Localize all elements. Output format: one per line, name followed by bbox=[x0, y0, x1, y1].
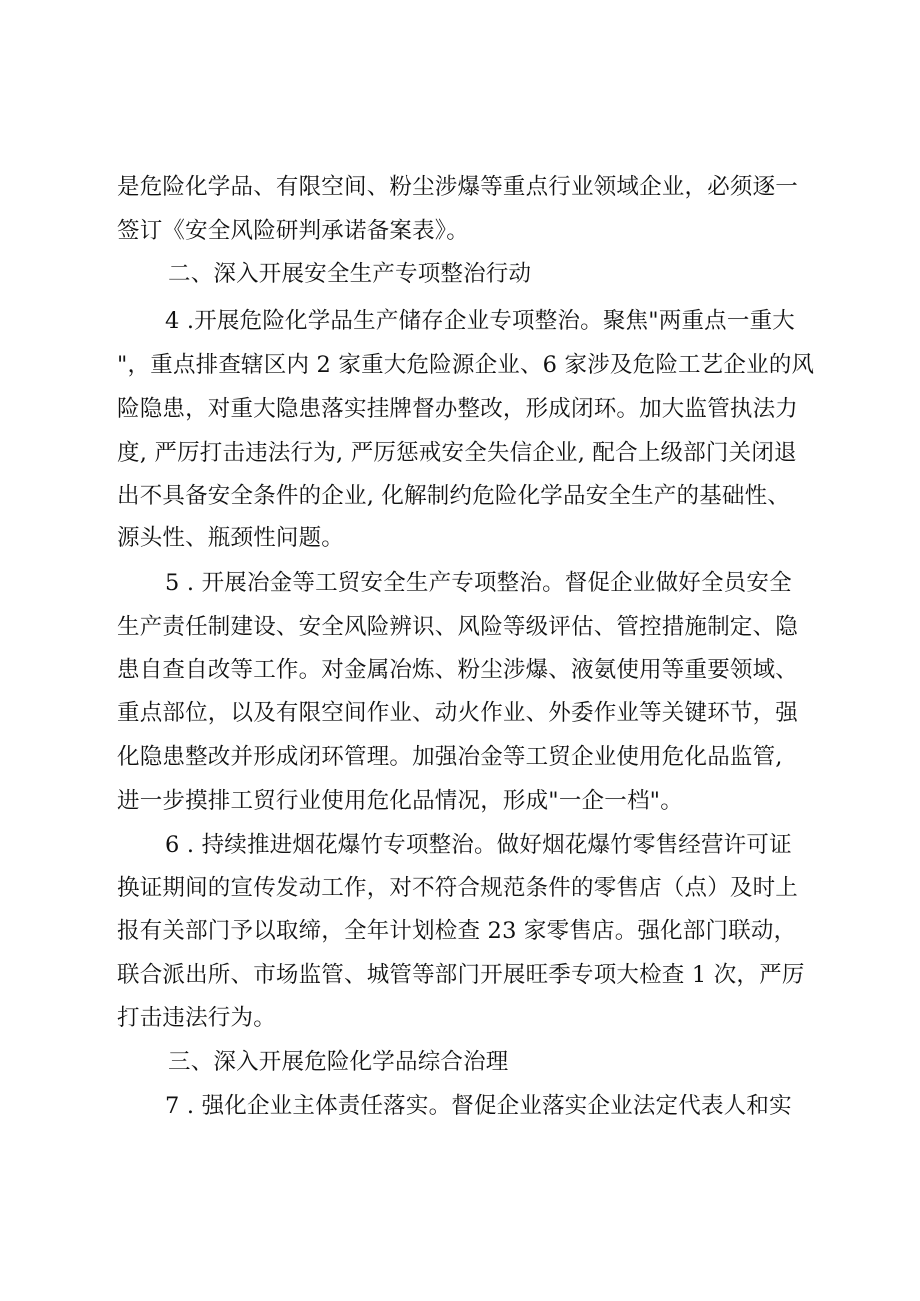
section-heading-2: 二、深入开展安全生产专项整治行动 bbox=[168, 261, 532, 287]
text-line-5: "，重点排查辖区内 2 家重大危险源企业、6 家涉及危险工艺企业的风 bbox=[117, 352, 815, 378]
text-line-20: 打击违法行为。 bbox=[117, 1005, 276, 1031]
text-line-12: 患自查自改等工作。对金属冶炼、粉尘涉爆、液氨使用等重要领域、 bbox=[117, 657, 799, 683]
text-line-14: 化隐患整改并形成闭环管理。加强冶金等工贸企业使用危化品监管, bbox=[117, 744, 783, 770]
text-line-1: 是危险化学品、有限空间、粉尘涉爆等重点行业领域企业，必须逐一 bbox=[117, 174, 799, 200]
text-line-8: 出不具备安全条件的企业, 化解制约危险化学品安全生产的基础性、 bbox=[117, 483, 791, 509]
text-line-18: 报有关部门予以取缔，全年计划检查 23 家零售店。强化部门联动， bbox=[117, 918, 797, 944]
text-line-13: 重点部位，以及有限空间作业、动火作业、外委作业等关键环节，强 bbox=[117, 700, 799, 726]
text-line-11: 生产责任制建设、安全风险辨识、风险等级评估、管控措施制定、隐 bbox=[117, 614, 799, 640]
item-7-first-line: 7 . 强化企业主体责任落实。督促企业落实企业法定代表人和实 bbox=[165, 1093, 792, 1119]
text-line-17: 换证期间的宣传发动工作，对不符合规范条件的零售店（点）及时上 bbox=[117, 875, 799, 901]
text-line-15: 进一步摸排工贸行业使用危化品情况，形成"一企一档"。 bbox=[117, 788, 683, 814]
item-4-first-line: 4 .开展危险化学品生产储存企业专项整治。聚焦"两重点一重大 bbox=[165, 308, 795, 334]
text-line-9: 源头性、瓶颈性问题。 bbox=[117, 525, 345, 551]
text-line-2: 签订《安全风险研判承诺备案表》。 bbox=[117, 218, 469, 244]
section-heading-3: 三、深入开展危险化学品综合治理 bbox=[168, 1049, 509, 1075]
text-line-6: 险隐患，对重大隐患落实挂牌督办整改，形成闭环。加大监管执法力 bbox=[117, 396, 799, 422]
text-line-7: 度, 严厉打击违法行为, 严厉惩戒安全失信企业, 配合上级部门关闭退 bbox=[117, 440, 797, 466]
text-line-19: 联合派出所、市场监管、城管等部门开展旺季专项大检查 1 次，严厉 bbox=[117, 962, 805, 988]
item-6-first-line: 6 . 持续推进烟花爆竹专项整治。做好烟花爆竹零售经营许可证 bbox=[165, 832, 792, 858]
item-5-first-line: 5 . 开展冶金等工贸安全生产专项整治。督促企业做好全员安全 bbox=[165, 570, 792, 596]
